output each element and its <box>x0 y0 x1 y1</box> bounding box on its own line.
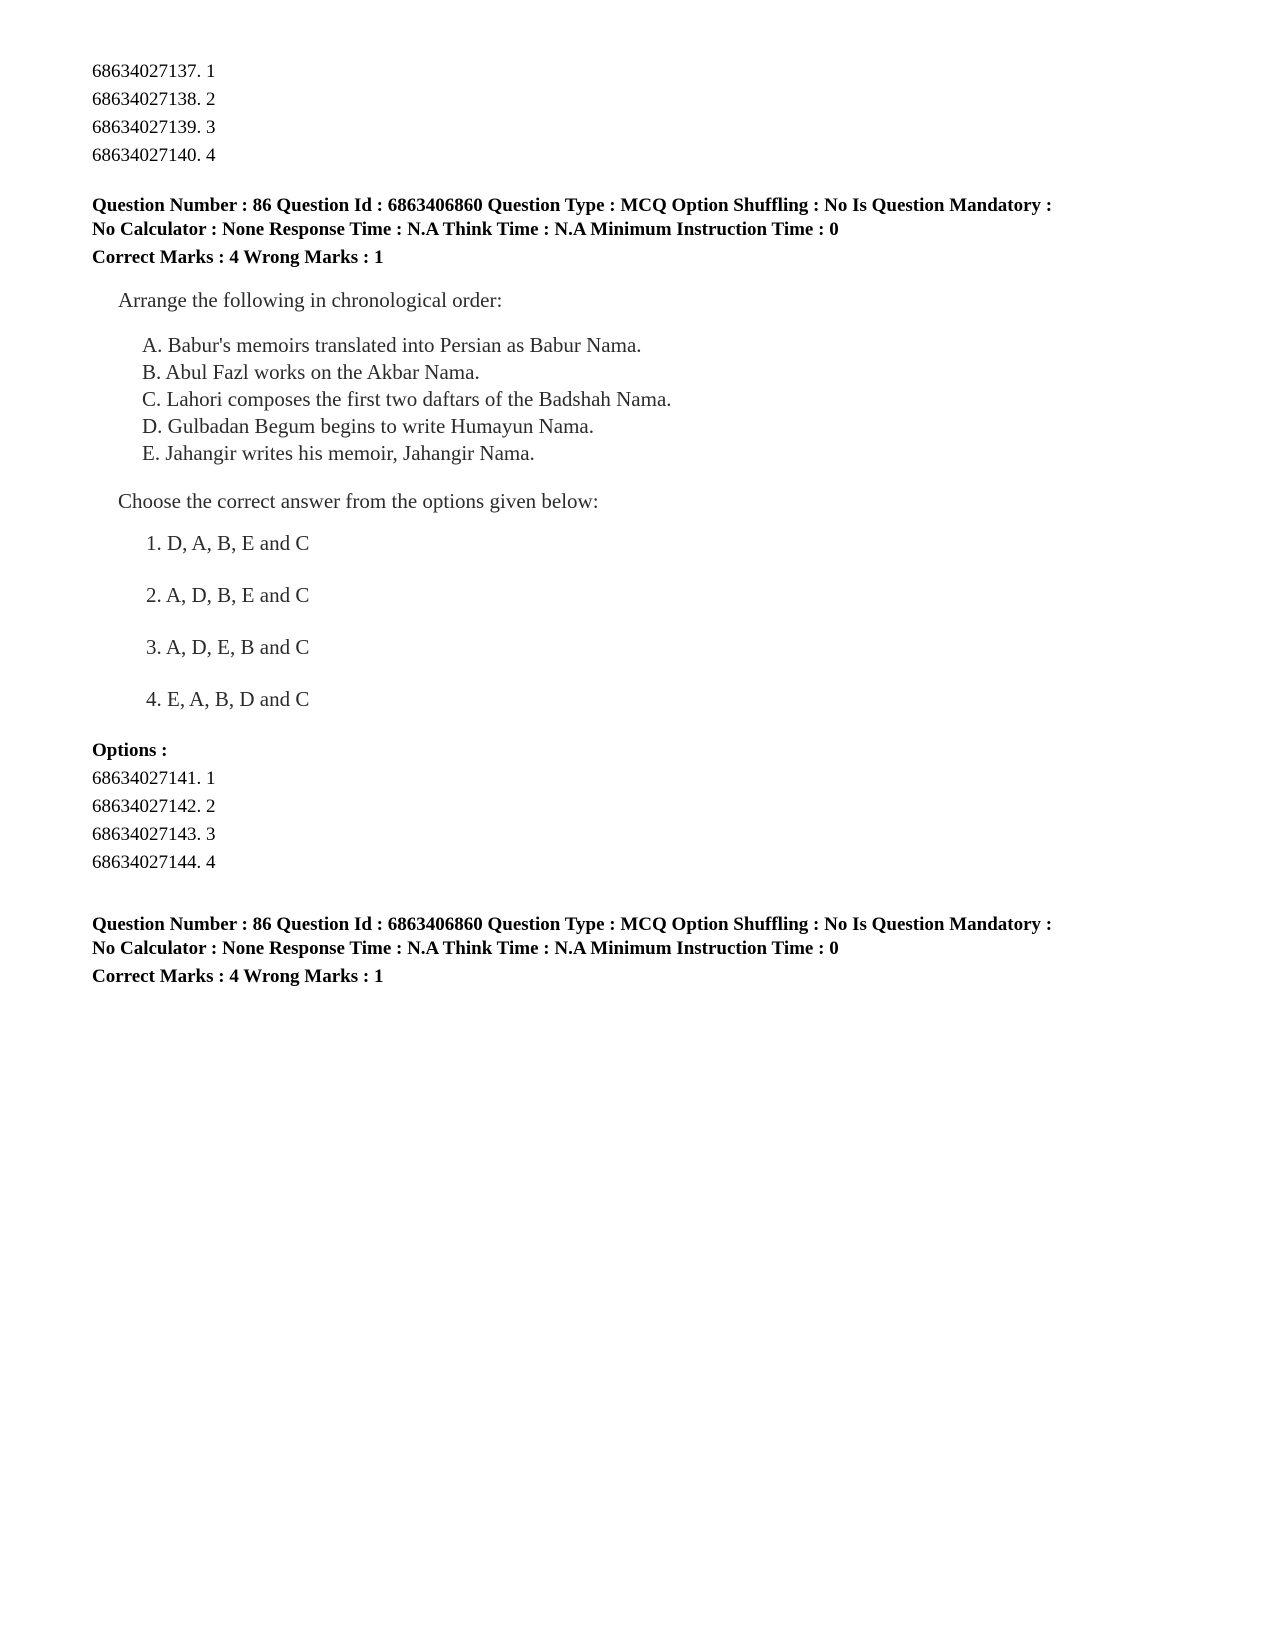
question-meta-line-1: Question Number : 86 Question Id : 6863406860 Question Type : MCQ Option Shuffling : No Is Question Mandatory : <box>92 195 1053 216</box>
option-id-line: 68634027137. 1 <box>92 61 216 82</box>
statement-item: B. Abul Fazl works on the Akbar Nama. <box>142 360 480 384</box>
answer-choice: 1. D, A, B, E and C <box>146 531 310 555</box>
question-marks: Correct Marks : 4 Wrong Marks : 1 <box>92 966 384 987</box>
statement-list <box>142 332 1182 467</box>
option-id-line: 68634027142. 2 <box>92 796 216 817</box>
options-list <box>92 765 1182 877</box>
previous-options-list <box>92 58 1182 170</box>
options-label: Options : <box>92 740 168 761</box>
option-id-line: 68634027139. 3 <box>92 117 216 138</box>
question-block <box>92 194 1182 877</box>
question-meta-line-2: No Calculator : None Response Time : N.A Think Time : N.A Minimum Instruction Time : 0 <box>92 938 839 959</box>
statement-item: E. Jahangir writes his memoir, Jahangir Nama. <box>142 441 535 465</box>
option-id-line: 68634027143. 3 <box>92 824 216 845</box>
option-id-line: 68634027138. 2 <box>92 89 216 110</box>
statement-item: A. Babur's memoirs translated into Persian as Babur Nama. <box>142 333 642 357</box>
option-id-line: 68634027141. 1 <box>92 768 216 789</box>
statement-item: D. Gulbadan Begum begins to write Humayun Nama. <box>142 414 594 438</box>
question-marks: Correct Marks : 4 Wrong Marks : 1 <box>92 247 384 268</box>
question-block-2 <box>92 913 1182 989</box>
question-body <box>118 286 1182 713</box>
question-prompt: Arrange the following in chronological order: <box>118 288 503 312</box>
answer-choices <box>146 529 1182 713</box>
option-id-line: 68634027144. 4 <box>92 852 216 873</box>
document-page <box>92 58 1182 989</box>
answer-choice: 2. A, D, B, E and C <box>146 583 310 607</box>
answer-choice: 4. E, A, B, D and C <box>146 687 310 711</box>
choose-instruction: Choose the correct answer from the options given below: <box>118 489 599 513</box>
answer-choice: 3. A, D, E, B and C <box>146 635 310 659</box>
statement-item: C. Lahori composes the first two daftars of the Badshah Nama. <box>142 387 672 411</box>
question-meta-line-1: Question Number : 86 Question Id : 6863406860 Question Type : MCQ Option Shuffling : No Is Question Mandatory : <box>92 914 1053 935</box>
option-id-line: 68634027140. 4 <box>92 145 216 166</box>
question-meta-line-2: No Calculator : None Response Time : N.A Think Time : N.A Minimum Instruction Time : 0 <box>92 219 839 240</box>
